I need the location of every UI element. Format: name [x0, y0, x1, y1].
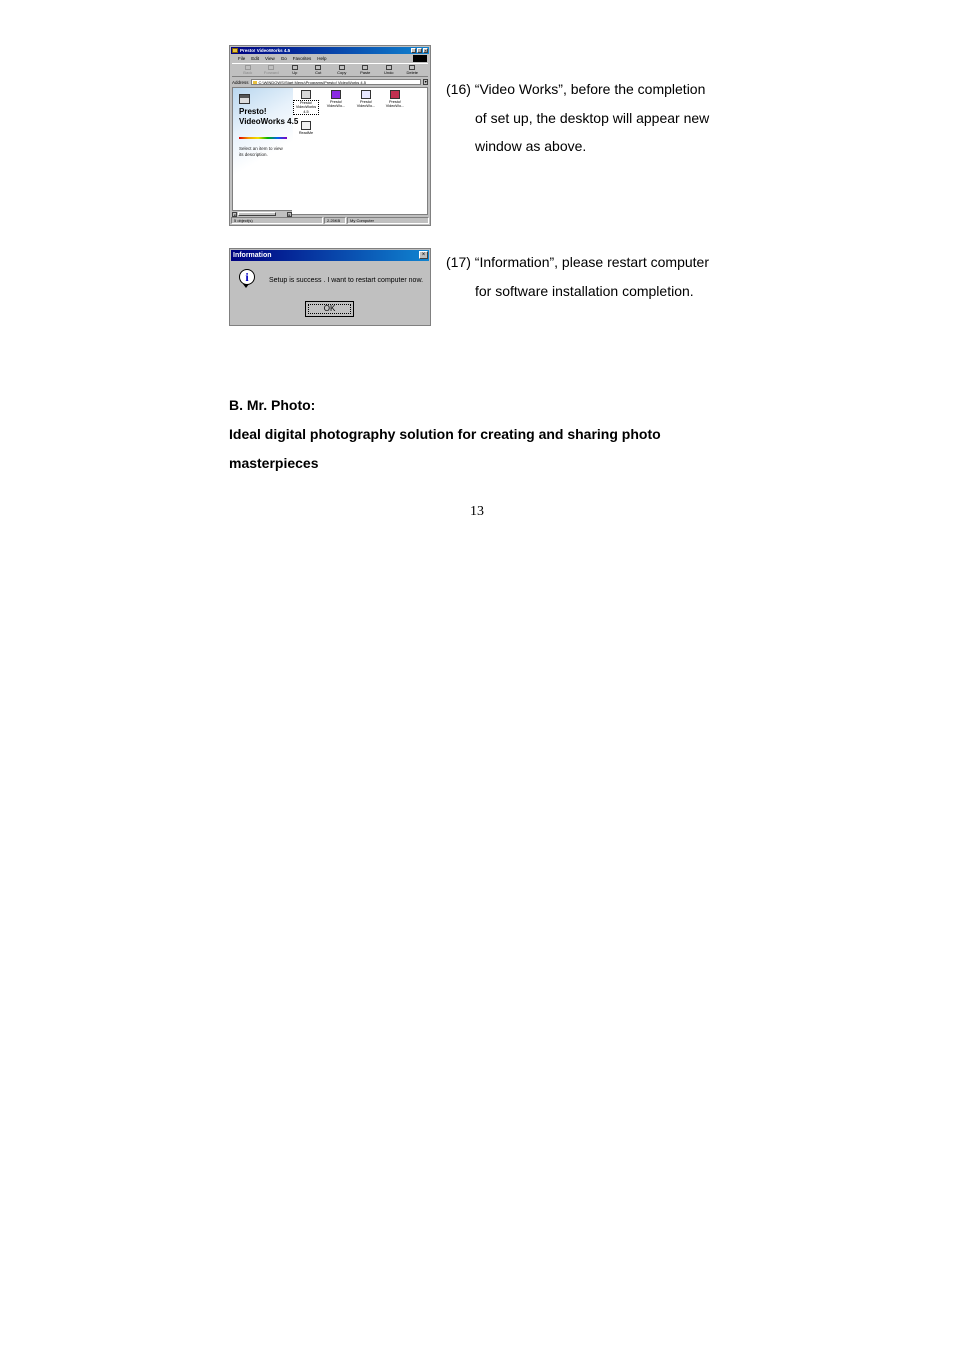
minimize-icon[interactable]: _ — [412, 48, 415, 53]
section-heading: B. Mr. Photo: — [229, 397, 316, 413]
dialog-title: Information — [231, 250, 429, 261]
explorer-toolbar — [232, 63, 428, 77]
delete-button[interactable]: Delete — [403, 64, 421, 76]
paste-button[interactable]: Paste — [356, 64, 374, 76]
menu-edit[interactable]: Edit — [251, 56, 260, 61]
address-bar — [232, 78, 428, 86]
close-icon[interactable]: × — [419, 251, 428, 259]
up-button[interactable]: Up — [286, 64, 304, 76]
ok-button[interactable]: OK — [305, 301, 354, 317]
step-16-text — [446, 75, 746, 161]
explorer-title-bar — [231, 47, 429, 54]
address-input[interactable]: C:\WINDOWS\Start Menu\Programs\Presto! VideoWorks 4.5 — [251, 79, 421, 85]
explorer-title: Presto! VideoWorks 4.5 — [240, 48, 291, 53]
scroll-left-icon[interactable]: ◂ — [233, 212, 236, 217]
menu-go[interactable]: Go — [280, 56, 287, 61]
maximize-icon[interactable]: □ — [418, 48, 421, 53]
cut-button[interactable]: Cut — [309, 64, 327, 76]
program-icon — [301, 90, 311, 99]
page-number: 13 — [470, 504, 484, 519]
menu-favorites[interactable]: Favorites — [292, 56, 312, 61]
file-item[interactable]: Presto! VideoWo... — [353, 90, 379, 109]
undo-button[interactable]: Undo — [380, 64, 398, 76]
scroll-thumb[interactable] — [238, 212, 276, 216]
menu-view[interactable]: View — [265, 56, 275, 61]
step-16-line-3: window as above. — [475, 138, 587, 155]
section-subheading-line-2: masterpieces — [229, 455, 319, 471]
panel-description: Select an item to view its description. — [239, 146, 283, 157]
folder-icon — [232, 48, 238, 53]
step-17-line-2: for software installation completion. — [475, 282, 694, 299]
rainbow-divider — [239, 137, 287, 139]
calendar-icon — [239, 94, 250, 104]
scroll-right-icon[interactable]: ▸ — [288, 212, 291, 217]
section-subheading-line-1: Ideal digital photography solution for creating and sharing photo — [229, 426, 661, 442]
panel-title: Presto! VideoWorks 4.5 — [239, 107, 299, 126]
chevron-down-icon[interactable]: ▼ — [424, 80, 428, 84]
menu-file[interactable]: File — [238, 56, 246, 61]
forward-button[interactable]: Forward — [262, 64, 280, 76]
readme-icon — [301, 121, 311, 130]
file-item[interactable]: Presto! VideoWo... — [382, 90, 408, 109]
file-item[interactable]: ReadMe — [293, 121, 319, 135]
info-icon: i — [239, 269, 255, 285]
horizontal-scrollbar[interactable] — [232, 210, 292, 216]
close-icon[interactable]: × — [424, 48, 427, 53]
file-item[interactable]: Presto! VideoWo... — [323, 90, 349, 109]
status-bar — [231, 217, 429, 224]
step-17-text — [446, 248, 746, 305]
document-icon — [361, 90, 371, 99]
step-17-line-1: (17) “Information”, please restart computer — [446, 254, 709, 270]
status-objects: 5 object(s) — [231, 217, 323, 224]
program-icon — [331, 90, 341, 99]
menu-help[interactable]: Help — [317, 56, 327, 61]
status-size: 2.25KB — [324, 217, 346, 224]
web-view-panel — [233, 88, 299, 214]
windows-logo-icon — [413, 55, 427, 62]
dialog-message: Setup is success . I want to restart computer now. — [269, 277, 424, 284]
address-label: Address — [232, 79, 249, 85]
status-location: My Computer — [347, 217, 429, 224]
copy-button[interactable]: Copy — [333, 64, 351, 76]
step-16-line-1: (16) “Video Works”, before the completion — [446, 81, 706, 97]
program-icon — [390, 90, 400, 99]
explorer-menu-bar — [232, 55, 428, 62]
step-16-line-2: of set up, the desktop will appear new — [475, 109, 710, 126]
file-item[interactable]: Presto! VideoWorks 4.5 — [293, 90, 319, 115]
back-button[interactable]: Back — [239, 64, 257, 76]
explorer-window-screenshot — [229, 45, 431, 226]
folder-content-area — [232, 87, 428, 215]
information-dialog-screenshot — [229, 248, 431, 326]
